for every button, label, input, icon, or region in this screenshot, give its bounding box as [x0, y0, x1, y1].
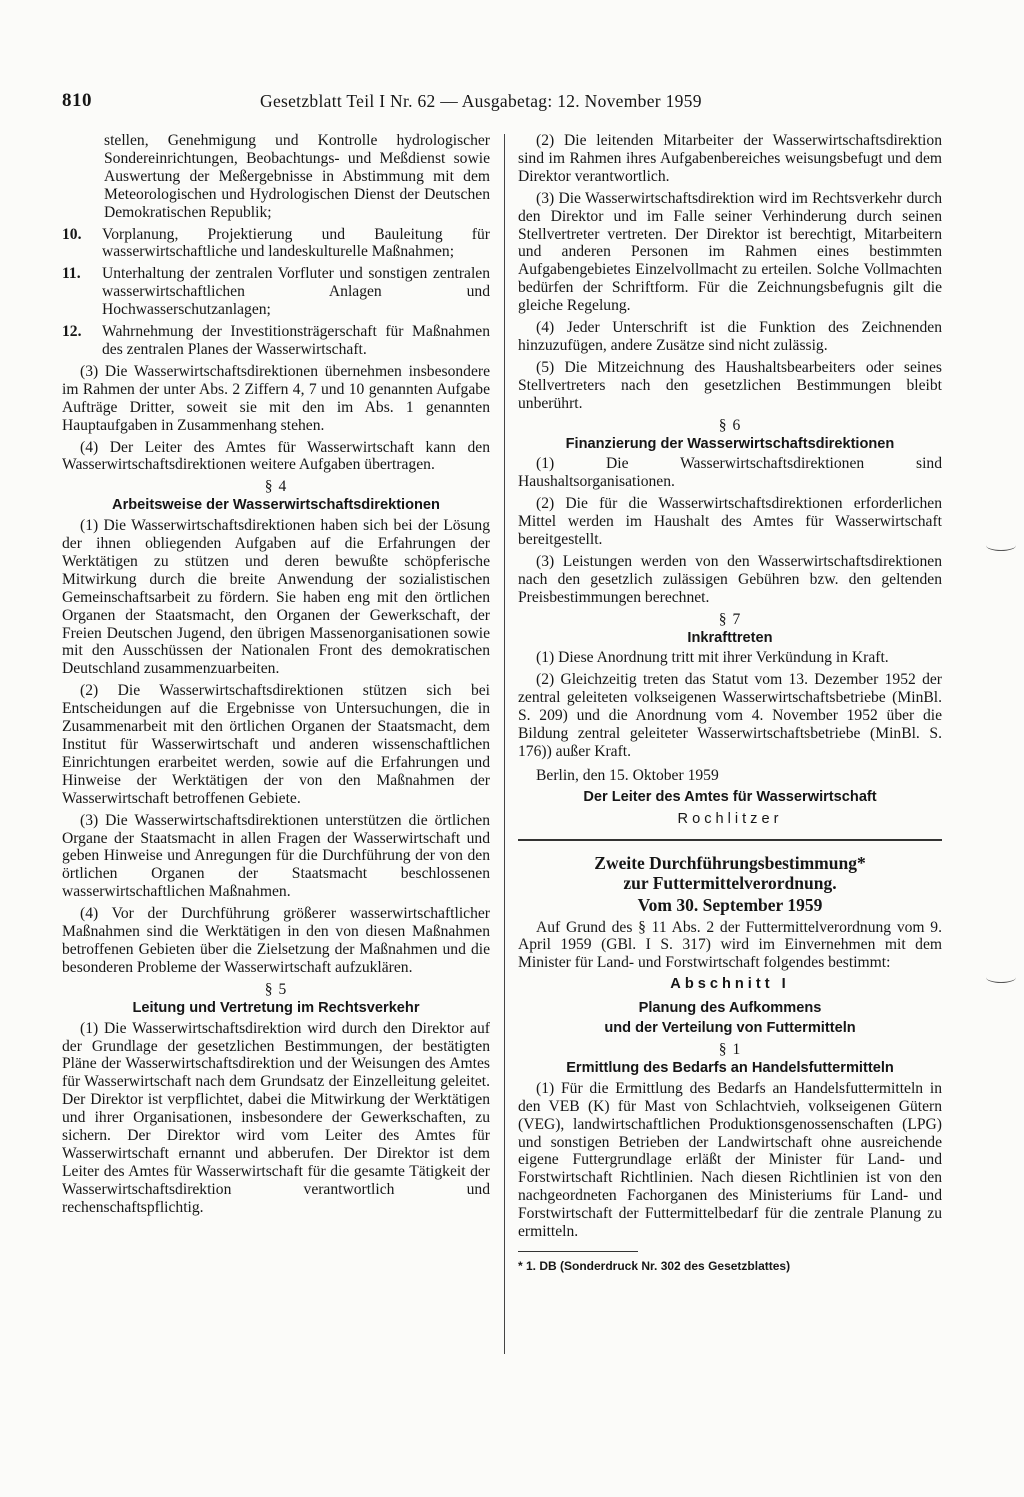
signer-name: Rochlitzer — [677, 810, 783, 827]
margin-mark — [986, 540, 1016, 551]
left-column — [62, 132, 490, 1221]
footnote: * 1. DB (Sonderdruck Nr. 302 des Gesetzblattes) — [518, 1258, 791, 1273]
right-column — [518, 132, 942, 1276]
paragraph: (4) Vor der Durchführung größerer wasserwirtschaftlicher Maßnahmen sind die Werktätigen in den von diesen Maßnahmen betroffenen Gebieten über die Zielsetzung der Maßnahmen und die besonderen Probleme der Wasserwirtschaft aufzuklären. — [62, 905, 490, 976]
list-item — [62, 265, 490, 319]
paragraph: (1) Für die Ermittlung des Bedarfs an Handelsfuttermitteln in den VEB (K) für Mast von Schlachtvieh, volkseigenen Gütern (VEG), landwirtschaftlichen Produktionsgenossenschaften (LPG) und sonstigen Betrieben der Landwirtschaft ohne ausreichende eigene Futtergrundlage erläßt der Minister für Land- und Forstwirtschaft Richtlinien. Nach diesen Richtlinien ist von den nachgeordneten Fachorganen des Ministeriums für Land- und Forstwirtschaft der Futtermittelbedarf für die zentrale Planung zu ermitteln. — [518, 1079, 942, 1241]
section-heading: Ermittlung des Bedarfs an Handelsfuttermitteln — [566, 1059, 894, 1076]
section-divider-rule — [518, 839, 942, 841]
paragraph: (1) Die Wasserwirtschaftsdirektionen sind Haushaltsorganisationen. — [518, 455, 942, 491]
section-heading: Leitung und Vertretung im Rechtsverkehr — [132, 999, 420, 1016]
list-item-number: 12. — [62, 323, 82, 341]
section-heading: Finanzierung der Wasserwirtschaftsdirektionen — [565, 435, 895, 452]
paragraph: (2) Die Wasserwirtschaftsdirektionen stützen sich bei Entscheidungen auf die Ergebnisse von Untersuchungen, die in Zusammenarbeit mit den örtlichen Organen der Staatsmacht, dem Institut für Wasserwirtschaft und anderen wissenschaftlichen Einrichtungen erarbeitet werden, sowie auf die Erfahrungen und Hinweise der Werktätigen der von den Maßnahmen der Wasserwirtschaft betroffenen Gebiete. — [62, 682, 490, 807]
section-mark: § 1 — [718, 1040, 742, 1058]
paragraph: (3) Die Wasserwirtschaftsdirektionen unterstützen die örtlichen Organe der Staatsmacht in allen Fragen der Wasserwirtschaft und geben Hinweise und Anregungen für die Durchführung der von den örtlichen Organen der Staatsmacht beschlossenen wasserwirtschaftlichen Maßnahmen. — [62, 811, 490, 901]
footnote-rule — [518, 1251, 638, 1252]
paragraph: (1) Die Wasserwirtschaftsdirektion wird durch den Direktor auf der Grundlage der gesetzlichen Bestimmungen, der bestätigten Pläne der Wasserwirtschaftsdirektion und der Weisungen des Amtes für Wasserwirtschaft nach dem Grundsatz der Einzelleitung geleitet. Der Direktor ist verpflichtet, dabei die Mitwirkung der Werktätigen und ihrer Organisationen, insbesondere der Gewerkschaften, zu sichern. Der Direktor wird vom Leiter des Amtes für Wasserwirtschaft ernannt und abberufen. Der Direktor ist dem Leiter des Amtes für Wasserwirtschaft für die gesamte Tätigkeit der Wasserwirtschaftsdirektion verantwortlich und rechenschaftspflichtig. — [62, 1019, 490, 1216]
list-item — [62, 226, 490, 262]
paragraph: (3) Die Wasserwirtschaftsdirektionen übernehmen insbesondere im Rahmen der unter Abs. 2 Ziffern 4, 7 und 10 genannten Aufgabe Aufträge Dritter, soweit sie mit den im Abs. 1 genannten Hauptaufgaben in Zusammenhang stehen. — [62, 362, 490, 434]
paragraph: (2) Gleichzeitig treten das Statut vom 13. Dezember 1952 der zentral geleiteten volkseigenen Wasserwirtschaftsbetriebe (MinBl. S. 209) und die Anordnung vom 4. November 1952 über die Bildung zentral geleiteter Wasserwirtschaftsbetriebe (MinBl. S. 176)) außer Kraft. — [518, 671, 942, 760]
section-mark: § 4 — [264, 478, 288, 496]
paragraph: (5) Die Mitzeichnung des Haushaltsbearbeiters oder seines Stellvertreters nach den gesetzlichen Bestimmungen bleibt unberührt. — [518, 358, 942, 412]
chapter-heading: Planung des Aufkommens — [638, 1000, 822, 1017]
margin-mark — [986, 972, 1016, 983]
running-head: Gesetzblatt Teil I Nr. 62 — Ausgabetag: 12. November 1959 — [260, 91, 702, 111]
chapter-label: Abschnitt I — [670, 976, 790, 993]
signing-authority: Der Leiter des Amtes für Wasserwirtschaft — [583, 788, 877, 805]
list-item-text: Wahrnehmung der Investitionsträgerschaft für Maßnahmen des zentralen Planes der Wasserwirtschaft. — [102, 323, 490, 358]
paragraph: (4) Jeder Unterschrift ist die Funktion des Zeichnenden hinzuzufügen, andere Zusätze sind nicht zulässig. — [518, 319, 942, 354]
page-number: 810 — [62, 90, 92, 111]
signature-place-date: Berlin, den 15. Oktober 1959 — [536, 766, 719, 784]
regulation-title: Zweite Durchführungsbestimmung* — [594, 852, 866, 873]
paragraph: (4) Der Leiter des Amtes für Wasserwirtschaft kann den Wasserwirtschaftsdirektionen weitere Aufgaben übertragen. — [62, 438, 490, 474]
regulation-subtitle: zur Futtermittelverordnung. — [623, 872, 837, 893]
paragraph: (2) Die für die Wasserwirtschaftsdirektionen erforderlichen Mittel werden im Haushalt des Amtes für Wasserwirtschaft bereitgestellt. — [518, 495, 942, 549]
chapter-heading: und der Verteilung von Futtermitteln — [604, 1020, 856, 1037]
continued-list-text: stellen, Genehmigung und Kontrolle hydrologischer Sondereinrichtungen, Beobachtungs- und Meßdienst sowie Auswertung der Meßergebnisse in Abstimmung mit dem Meteorologischen und Hydrologischen Dienst der Deutschen Demokratischen Republik; — [104, 132, 490, 221]
paragraph: (3) Leistungen werden von den Wasserwirtschaftsdirektionen nach den gesetzlich zulässigen Gebühren bzw. den geltenden Preisbestimmungen berechnet. — [518, 552, 942, 606]
column-divider — [504, 134, 505, 1354]
list-item-text: Vorplanung, Projektierung und Bauleitung für wasserwirtschaftliche und landeskulturelle Maßnahmen; — [102, 225, 490, 261]
list-item — [62, 323, 490, 359]
section-heading: Arbeitsweise der Wasserwirtschaftsdirektionen — [112, 497, 440, 514]
paragraph: (2) Die leitenden Mitarbeiter der Wasserwirtschaftsdirektion sind im Rahmen ihres Aufgabenbereiches weisungsbefugt und dem Direktor verantwortlich. — [518, 132, 942, 185]
list-item-number: 10. — [62, 225, 82, 243]
section-mark: § 6 — [718, 416, 742, 434]
list-item-text: Unterhaltung der zentralen Vorfluter und sonstigen zentralen wasserwirtschaftlichen Anlagen und Hochwasserschutzanlagen; — [102, 265, 490, 319]
paragraph: (3) Die Wasserwirtschaftsdirektion wird im Rechtsverkehr durch den Direktor und im Falle seiner Verhinderung durch seinen Stellvertreter vertreten. Der Direktor ist berechtigt, Mitarbeitern und anderen Personen im Rahmen eines bestimmten Aufgabengebietes Einzelvollmacht zu erteilen. Solche Vollmachten bedürfen der Schriftform. Für die Zeichnungsbefugnis gilt die gleiche Regelung. — [518, 189, 942, 315]
preamble: Auf Grund des § 11 Abs. 2 der Futtermittelverordnung vom 9. April 1959 (GBl. I S. 317) wird im Einvernehmen mit dem Minister für Land- und Forstwirtschaft folgendes bestimmt: — [518, 918, 942, 972]
paragraph: (1) Diese Anordnung tritt mit ihrer Verkündung in Kraft. — [536, 649, 889, 667]
paragraph: (1) Die Wasserwirtschaftsdirektionen haben sich bei der Lösung der ihnen obliegenden Aufgaben auf die Erfahrungen der Werktätigen zu stützen und deren bewußte schöpferische Mitwirkung durch die breite Anwendung der sozialistischen Gemeinschaftsarbeit zu fördern. Sie haben eng mit den örtlichen Organen der Staatsmacht, den Organen der Gewerkschaft, der Freien Deutschen Jugend, den übrigen Massenorganisationen sowie mit den Ausschüssen der Nationalen Front des demokratischen Deutschland zusammenzuarbeiten. — [62, 517, 490, 678]
regulation-date: Vom 30. September 1959 — [637, 894, 823, 915]
list-item-number: 11. — [62, 265, 81, 283]
section-mark: § 5 — [264, 980, 288, 998]
section-heading: Inkrafttreten — [687, 629, 773, 646]
section-mark: § 7 — [718, 610, 742, 628]
